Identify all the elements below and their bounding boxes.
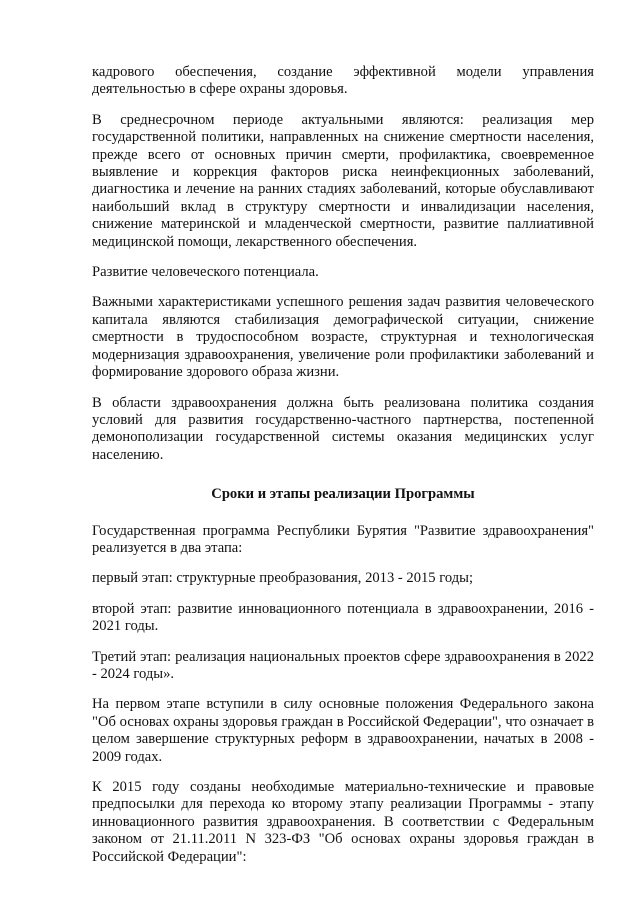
paragraph-first-stage-law: На первом этапе вступили в силу основные положения Федерального закона "Об основах охраны здоровья граждан в Российской Федерации", что означает в целом завершение структурных реформ в здравоохранении, начатых в 2008 - 2009 годах. xyxy=(92,696,594,765)
paragraph-2015-prerequisites: К 2015 году созданы необходимые материально-технические и правовые предпосылки для перехода ко второму этапу реализации Программы - этапу инновационного развития здравоохранения. В соответствии с Федеральным законом от 21.11.2011 N 323-ФЗ "Об основах охраны здоровья граждан в Российской Федерации": xyxy=(92,779,594,865)
paragraph-medium-term: В среднесрочном периоде актуальными являются: реализация мер государственной политики, направленных на снижение смертности населения, прежде всего от основных причин смерти, профилактика, своевременное выявление и коррекция факторов риска неинфекционных заболеваний, диагностика и лечение на ранних стадиях заболеваний, которые обуславливают наибольший вклад в структуру смертности и инвалидизации населения, снижение материнской и младенческой смертности, развитие паллиативной медицинской помощи, лекарственного обеспечения. xyxy=(92,111,594,250)
paragraph-human-capital: Важными характеристиками успешного решения задач развития человеческого капитала являются стабилизация демографической ситуации, снижение смертности в трудоспособном возрасте, структурная и технологическая модернизация здравоохранения, увеличение роли профилактики заболеваний и формирование здорового образа жизни. xyxy=(92,294,594,381)
paragraph-stage-one: первый этап: структурные преобразования, 2013 - 2015 годы; xyxy=(92,570,474,587)
paragraph-staffing-continuation: кадрового обеспечения, создание эффективной модели управления деятельностью в сфере охраны здоровья. xyxy=(92,64,594,98)
paragraph-human-potential: Развитие человеческого потенциала. xyxy=(92,264,319,281)
paragraph-program-stages: Государственная программа Республики Бурятия "Развитие здравоохранения" реализуется в два этапа: xyxy=(92,522,594,556)
paragraph-stage-two: второй этап: развитие инновационного потенциала в здравоохранении, 2016 - 2021 годы. xyxy=(92,600,594,635)
paragraph-public-private: В области здравоохранения должна быть реализована политика создания условий для развития государственно-частного партнерства, постепенной демонополизации государственной системы оказания медицинских услуг населению. xyxy=(92,394,594,463)
section-heading: Сроки и этапы реализации Программы xyxy=(211,486,475,503)
paragraph-stage-three: Третий этап: реализация национальных проектов сфере здравоохранения в 2022 - 2024 годы». xyxy=(92,648,594,682)
